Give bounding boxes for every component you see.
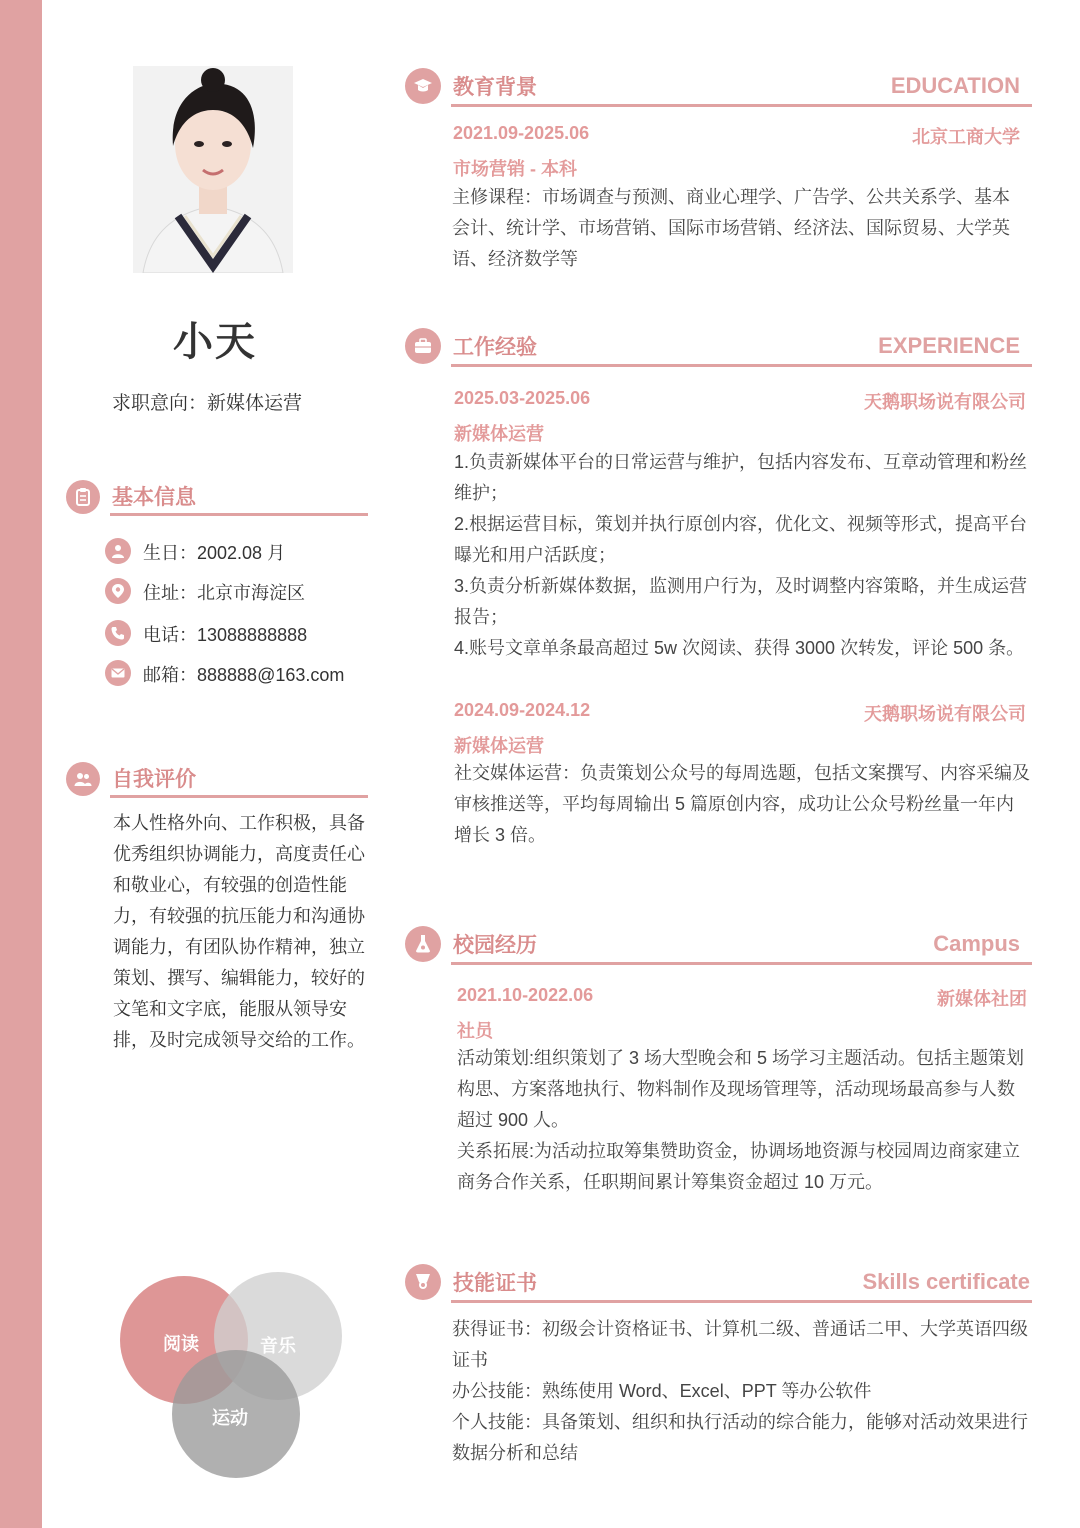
campus-title: 校园经历 xyxy=(453,934,537,957)
phone-text: 电话：13088888888 xyxy=(143,625,308,645)
job-1-date: 2025.03-2025.06 xyxy=(454,388,591,408)
header-divider xyxy=(451,104,1032,107)
header-divider xyxy=(110,795,368,798)
experience-en-title: EXPERIENCE xyxy=(878,333,1020,358)
experience-header xyxy=(405,328,1032,372)
clipboard-icon xyxy=(66,480,100,514)
award-icon xyxy=(405,1264,441,1300)
person-icon xyxy=(105,538,131,564)
job-2-duties xyxy=(454,758,1030,851)
skills-header xyxy=(405,1264,1032,1308)
self-eval-title: 自我评价 xyxy=(112,768,196,791)
email-text: 邮箱：888888@163.com xyxy=(143,665,345,685)
left-accent-stripe xyxy=(0,0,42,1528)
birthday-text: 生日：2002.08 月 xyxy=(143,543,286,563)
campus-detail-line: 活动策划:组织策划了 3 场大型晚会和 5 场学习主题活动。包括主题策划构思、方案落地执行、物料制作及现场管理等，活动现场最高参与人数超过 900 人。 xyxy=(457,1048,1025,1130)
education-courses: 主修课程：市场调查与预测、商业心理学、广告学、公共关系学、基本会计、统计学、市场营销、国际市场营销、经济法、国际贸易、大学英语、经济数学等 xyxy=(452,187,1010,269)
header-divider xyxy=(110,513,368,516)
hobby-reading: 阅读 xyxy=(163,1334,199,1354)
self-eval-header xyxy=(66,760,368,800)
header-divider xyxy=(451,1300,1032,1303)
basic-info-header xyxy=(66,478,368,518)
hobbies-venn xyxy=(118,1270,348,1480)
flask-icon xyxy=(405,926,441,962)
header-divider xyxy=(451,364,1032,367)
campus-role: 社员 xyxy=(457,1021,493,1041)
skills-details xyxy=(452,1314,1028,1469)
experience-title: 工作经验 xyxy=(453,336,537,359)
education-en-title: EDUCATION xyxy=(890,73,1020,98)
hobby-music: 音乐 xyxy=(260,1336,296,1356)
skills-line: 获得证书：初级会计资格证书、计算机二级、普通话二甲、大学英语四级证书 xyxy=(452,1319,1028,1370)
job-2-company: 天鹅职场说有限公司 xyxy=(864,704,1026,724)
skills-en-title: Skills certificate xyxy=(862,1269,1030,1294)
campus-header xyxy=(405,926,1032,970)
education-date: 2021.09-2025.06 xyxy=(453,123,590,143)
job-1-duties xyxy=(454,447,1030,664)
job-1-role: 新媒体运营 xyxy=(454,424,544,444)
header-divider xyxy=(451,962,1032,965)
hobby-sports: 运动 xyxy=(212,1408,248,1428)
campus-date: 2021.10-2022.06 xyxy=(457,985,594,1005)
briefcase-icon xyxy=(405,328,441,364)
education-title: 教育背景 xyxy=(453,76,537,99)
phone-icon xyxy=(105,620,131,646)
job-1-duty-line: 1.负责新媒体平台的日常运营与维护，包括内容发布、互章动管理和粉丝维护； xyxy=(454,452,1028,503)
job-intent: 求职意向：新媒体运营 xyxy=(112,393,303,414)
self-eval-text: 本人性格外向、工作积极，具备优秀组织协调能力，高度责任心和敬业心，有较强的创造性能力，有较强的抗压能力和沟通协调能力，有团队协作精神，独立策划、撰写、编辑能力，较好的文笔和文字底，能服从领导安排，及时完成领导交给的工作。 xyxy=(113,813,365,1050)
campus-org: 新媒体社团 xyxy=(937,989,1027,1009)
job-1-duty-line: 2.根据运营目标，策划并执行原创内容，优化文、视频等形式，提高平台曝光和用户活跃度； xyxy=(454,514,1028,565)
education-header xyxy=(405,68,1032,112)
basic-info-title: 基本信息 xyxy=(112,486,196,509)
profile-photo xyxy=(133,66,293,273)
education-school: 北京工商大学 xyxy=(912,127,1020,147)
skills-title: 技能证书 xyxy=(453,1272,537,1295)
graduation-cap-icon xyxy=(405,68,441,104)
campus-detail-line: 关系拓展:为活动拉取筹集赞助资金，协调场地资源与校园周边商家建立商务合作关系，任职期间累计筹集资金超过 10 万元。 xyxy=(457,1141,1020,1192)
people-icon xyxy=(66,762,100,796)
job-1-duty-line: 4.账号文章单条最高超过 5w 次阅读、获得 3000 次转发，评论 500 条。 xyxy=(454,638,1025,658)
job-2-date: 2024.09-2024.12 xyxy=(454,700,591,720)
campus-en-title: Campus xyxy=(933,931,1020,956)
job-1-company: 天鹅职场说有限公司 xyxy=(864,392,1026,412)
address-text: 住址：北京市海淀区 xyxy=(143,583,305,603)
location-pin-icon xyxy=(105,578,131,604)
job-2-role: 新媒体运营 xyxy=(454,736,544,756)
job-1-duty-line: 3.负责分析新媒体数据，监测用户行为，及时调整内容策略，并生成运营报告； xyxy=(454,576,1028,627)
candidate-name: 小天 xyxy=(173,320,257,364)
job-2-duty-line: 社交媒体运营：负责策划公众号的每周选题，包括文案撰写、内容采编及审核推送等，平均每周输出 5 篇原创内容，成功让公众号粉丝量一年内增长 3 倍。 xyxy=(454,763,1030,845)
campus-details xyxy=(457,1043,1031,1198)
skills-line: 个人技能：具备策划、组织和执行活动的综合能力，能够对活动效果进行数据分析和总结 xyxy=(452,1412,1028,1463)
mail-icon xyxy=(105,660,131,686)
education-major: 市场营销 - 本科 xyxy=(453,159,577,179)
skills-line: 办公技能：熟练使用 Word、Excel、PPT 等办公软件 xyxy=(452,1381,872,1401)
